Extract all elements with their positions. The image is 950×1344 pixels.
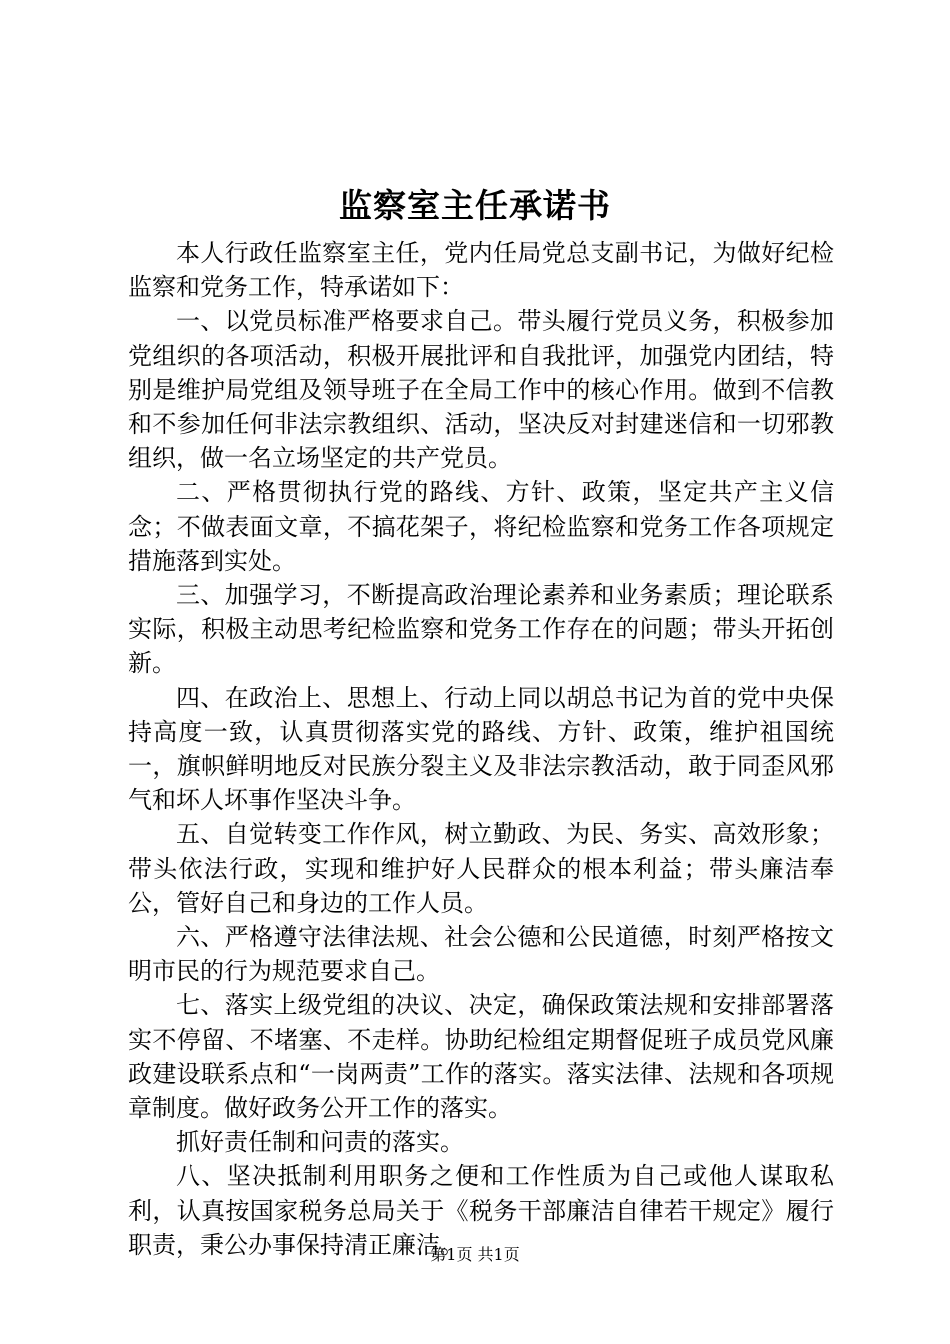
paragraph-intro: 本人行政任监察室主任，党内任局党总支副书记，为做好纪检监察和党务工作，特承诺如下： xyxy=(128,239,834,302)
document-title: 监察室主任承诺书 xyxy=(339,186,611,225)
paragraph-item-3: 三、加强学习，不断提高政治理论素养和业务素质；理论联系实际，积极主动思考纪检监察和党务工作存在的问题；带头开拓创新。 xyxy=(128,581,834,678)
paragraph-item-4: 四、在政治上、思想上、行动上同以胡总书记为首的党中央保持高度一致，认真贯彻落实党的路线、方针、政策，维护祖国统一，旗帜鲜明地反对民族分裂主义及非法宗教活动，敢于同歪风邪气和坏人坏事作坚决斗争。 xyxy=(128,683,834,815)
paragraph-item-8: 八、坚决抵制利用职务之便和工作性质为自己或他人谋取私利，认真按国家税务总局关于《税务干部廉洁自律若干规定》履行职责，秉公办事保持清正廉洁。 xyxy=(128,1162,834,1259)
paragraph-item-6: 六、严格遵守法律法规、社会公德和公民道德，时刻严格按文明市民的行为规范要求自己。 xyxy=(128,923,834,986)
paragraph-item-2: 二、严格贯彻执行党的路线、方针、政策，坚定共产主义信念；不做表面文章，不搞花架子，将纪检监察和党务工作各项规定措施落到实处。 xyxy=(128,478,834,575)
document-body xyxy=(128,236,834,1262)
paragraph-item-7-continued: 抓好责任制和问责的落实。 xyxy=(176,1128,464,1157)
page-footer: 第1页 共1页 xyxy=(430,1245,520,1264)
paragraph-item-5: 五、自觉转变工作作风，树立勤政、为民、务实、高效形象；带头依法行政，实现和维护好人民群众的根本利益；带头廉洁奉公，管好自己和身边的工作人员。 xyxy=(128,820,834,917)
paragraph-item-1: 一、以党员标准严格要求自己。带头履行党员义务，积极参加党组织的各项活动，积极开展批评和自我批评，加强党内团结，特别是维护局党组及领导班子在全局工作中的核心作用。做到不信教和不参加任何非法宗教组织、活动，坚决反对封建迷信和一切邪教组织，做一名立场坚定的共产党员。 xyxy=(128,307,834,473)
paragraph-item-7: 七、落实上级党组的决议、决定，确保政策法规和安排部署落实不停留、不堵塞、不走样。协助纪检组定期督促班子成员党风廉政建设联系点和“一岗两责”工作的落实。落实法律、法规和各项规章制度。做好政务公开工作的落实。 xyxy=(128,991,834,1123)
